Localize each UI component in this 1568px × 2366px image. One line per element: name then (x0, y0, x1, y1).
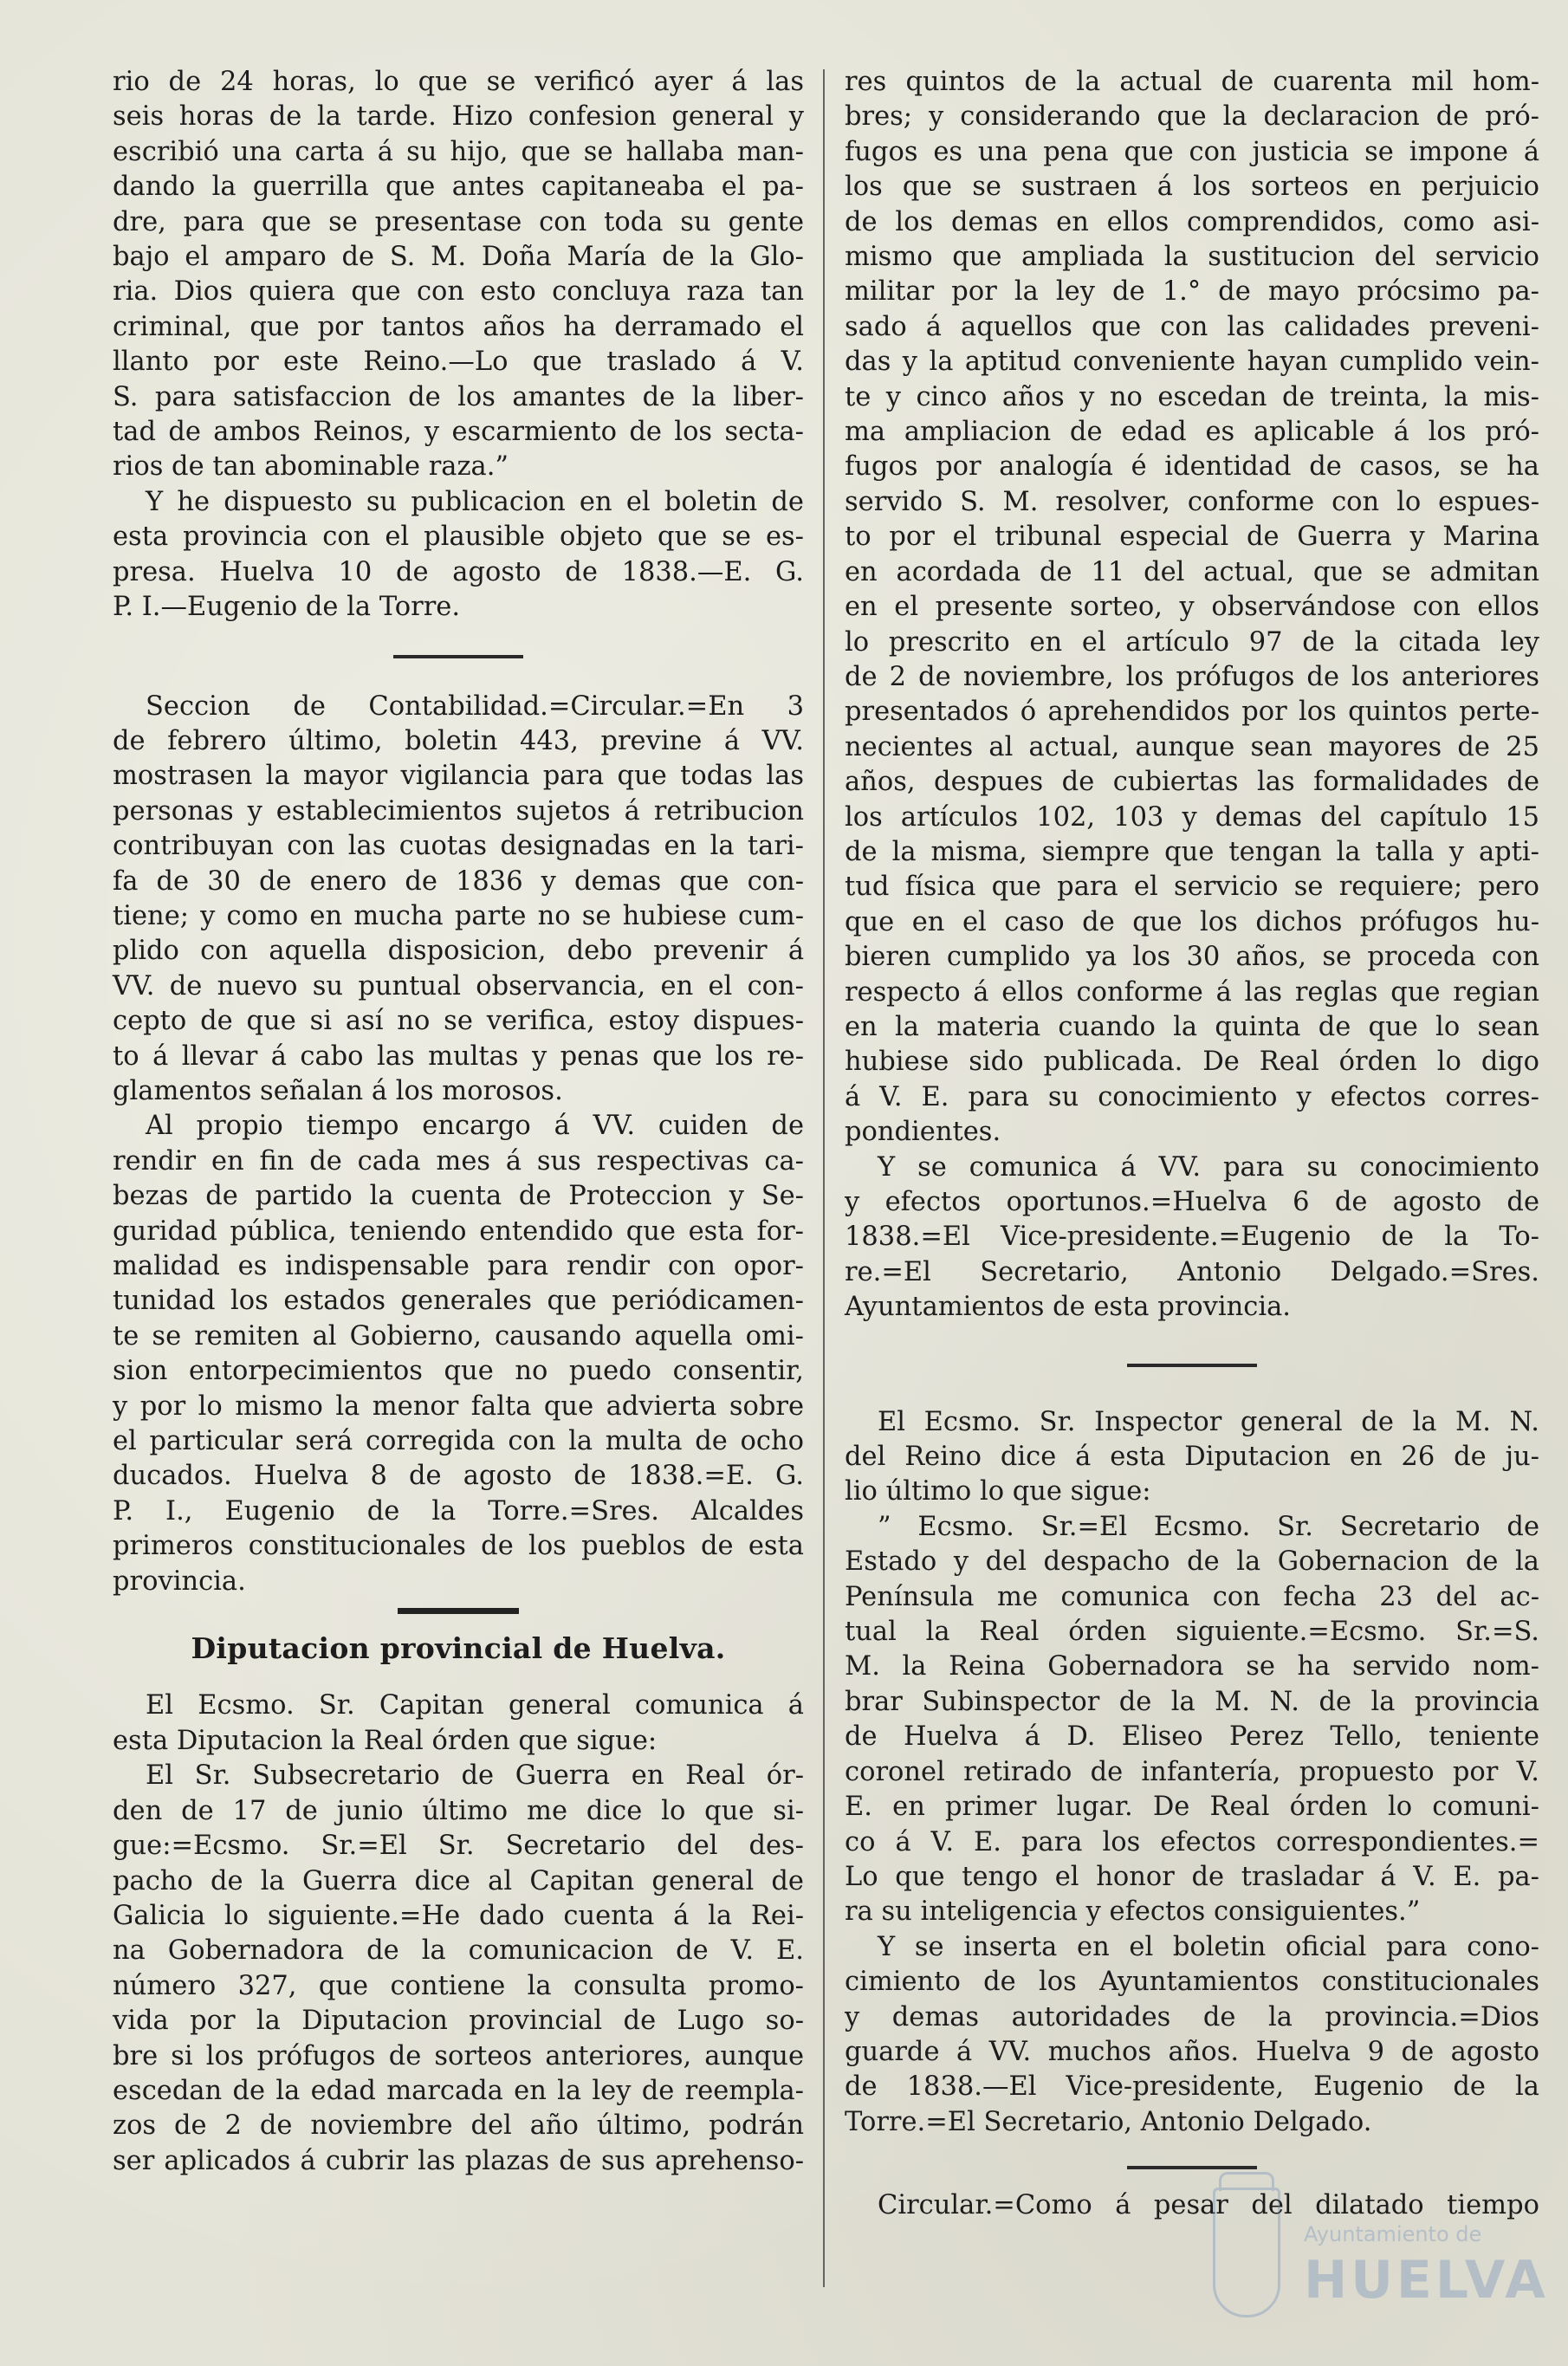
right-block-2-cont (845, 1185, 1539, 1326)
text-line: de la misma, siempre que tengan la talla y apti- (845, 836, 1539, 867)
text-line: y por lo mismo la menor falta que advierta sobre (113, 1390, 804, 1422)
text-line: Y se comunica á VV. para su conocimiento (878, 1151, 1539, 1183)
text-line: te y cinco años y no escedan de treinta, la mis- (845, 381, 1539, 412)
text-line: malidad es indispensable para rendir con opor- (113, 1251, 804, 1281)
text-line: de 2 de noviembre, los prófugos de los anteriores (845, 661, 1539, 692)
text-line: ma ampliacion de edad es aplicable á los pró- (845, 417, 1539, 448)
text-line: seis horas de la tarde. Hizo confesion general y (113, 101, 804, 133)
left-block-3-cont (113, 724, 804, 1109)
text-line: Estado y del despacho de la Gobernacion de la (845, 1546, 1539, 1578)
text-line: El Ecsmo. Sr. Inspector general de la M. N. (878, 1406, 1539, 1437)
right-block-5-cont (845, 1965, 1539, 2140)
text-line: El Sr. Subsecretario de Guerra en Real ór- (146, 1760, 804, 1792)
left-block-3 (113, 690, 804, 724)
text-line: respecto á ellos conforme á las reglas que regian (845, 976, 1539, 1008)
text-line: Seccion de Contabilidad.=Circular.=En 3 (146, 690, 804, 722)
text-line: rios de tan abominable raza.” (113, 451, 509, 483)
text-line: y efectos oportunos.=Huelva 6 de agosto de (845, 1187, 1539, 1217)
text-line: hubiese sido publicada. De Real órden lo digo (845, 1047, 1539, 1078)
text-line: Torre.=El Secretario, Antonio Delgado. (845, 2106, 1372, 2137)
text-line: dando la guerrilla que antes capitaneaba el pa- (113, 172, 804, 203)
text-line: años, despues de cubiertas las formalidades de (845, 767, 1539, 798)
text-line: Al propio tiempo encargo á VV. cuiden de (146, 1111, 804, 1142)
text-line: E. en primer lugar. De Real órden lo comuni- (845, 1792, 1539, 1823)
text-line: necientes al actual, aunque sean mayores de 25 (845, 731, 1539, 762)
text-line: cepto de que si así no se verifica, estoy dispues- (113, 1006, 804, 1037)
text-line: bajo el amparo de S. M. Doña María de la Glo- (113, 242, 804, 273)
text-line: glamentos señalan á los morosos. (113, 1075, 563, 1106)
right-block-3-cont (845, 1440, 1539, 1510)
text-line: El Ecsmo. Sr. Capitan general comunica á (146, 1690, 804, 1721)
text-line: los artículos 102, 103 y demas del capítulo 15 (845, 801, 1539, 833)
text-line: mostrasen la mayor vigilancia para que todas las (113, 761, 804, 792)
text-line: en el presente sorteo, y observándose con ellos (845, 592, 1539, 623)
text-line: número 327, que contiene la consulta promo- (113, 1970, 804, 2001)
left-block-6 (113, 1759, 804, 1793)
section-heading: Diputacion provincial de Huelva. (191, 1631, 726, 1666)
right-block-4 (845, 1510, 1539, 1545)
left-block-1 (113, 65, 804, 485)
text-line: 1838.=El Vice-presidente.=Eugenio de la To- (845, 1222, 1539, 1253)
text-line: den de 17 de junio último me dice lo que si- (113, 1795, 804, 1826)
text-line: esta provincia con el plausible objeto que se es- (113, 522, 804, 553)
text-line: tunidad los estados generales que periódicamen- (113, 1286, 804, 1317)
left-column (113, 65, 804, 2179)
text-line: tual la Real órden siguiente.=Ecsmo. Sr.=S. (845, 1617, 1539, 1648)
text-line: lio último lo que sigue: (845, 1476, 1151, 1507)
text-line: de febrero último, boletin 443, previne á VV. (113, 725, 804, 756)
text-line: que en el caso de que los dichos prófugos hu- (845, 906, 1539, 937)
text-line: plido con aquella disposicion, debo prevenir á (113, 936, 804, 967)
text-line: guridad pública, teniendo entendido que esta for- (113, 1215, 804, 1247)
text-line: del Reino dice á esta Diputacion en 26 de ju- (845, 1442, 1539, 1473)
text-line: esta Diputacion la Real órden que sigue: (113, 1725, 658, 1756)
text-line: res quintos de la actual de cuarenta mil hom- (845, 67, 1539, 97)
text-line: en acordada de 11 del actual, que se admitan (845, 556, 1539, 587)
text-line: mismo que ampliada la sustitucion del servicio (845, 242, 1539, 273)
text-line: Ayuntamientos de esta provincia. (845, 1292, 1292, 1323)
left-block-5-cont (113, 1724, 804, 1759)
column-divider (823, 69, 825, 2287)
text-line: escribió una carta á su hijo, que se hallaba man- (113, 136, 804, 167)
text-line: fugos es una pena que con justicia se impone á (845, 136, 1539, 167)
text-line: fugos por analogía é identidad de casos, se ha (845, 451, 1539, 483)
left-block-4 (113, 1109, 804, 1144)
text-line: de 1838.—El Vice-presidente, Eugenio de la (845, 2071, 1539, 2103)
text-line: ” Ecsmo. Sr.=El Ecsmo. Sr. Secretario de (878, 1511, 1539, 1542)
text-line: ra su inteligencia y efectos consiguientes.” (845, 1896, 1421, 1928)
text-line: Península me comunica con fecha 23 del ac- (845, 1581, 1539, 1612)
text-line: VV. de nuevo su puntual observancia, en el con- (113, 970, 804, 1001)
left-block-5 (113, 1689, 804, 1723)
text-line: Y se inserta en el boletin oficial para cono- (878, 1931, 1539, 1962)
right-block-5 (845, 1930, 1539, 1965)
text-line: pondientes. (845, 1117, 1001, 1148)
text-line: cimiento de los Ayuntamientos constitucionales (845, 1967, 1539, 1998)
text-line: guarde á VV. muchos años. Huelva 9 de agosto (845, 2036, 1539, 2067)
text-line: na Gobernadora de la comunicacion de V. E. (113, 1935, 804, 1967)
left-block-4-cont (113, 1144, 804, 1599)
text-line: ducados. Huelva 8 de agosto de 1838.=E. G. (113, 1461, 804, 1492)
text-line: provincia. (113, 1565, 246, 1597)
section-separator (1127, 2166, 1257, 2169)
text-line: llanto por este Reino.—Lo que traslado á V. (113, 347, 804, 378)
watermark-title: HUELVA (1304, 2250, 1549, 2311)
text-line: servido S. M. resolver, conforme con lo espues- (845, 486, 1539, 517)
text-line: das y la aptitud conveniente hayan cumplido vein- (845, 347, 1539, 378)
text-line: lo prescrito en el artículo 97 de la citada ley (845, 626, 1539, 658)
text-line: sion entorpecimientos que no puedo consentir, (113, 1356, 804, 1387)
text-line: Galicia lo siguiente.=He dado cuenta á la Rei- (113, 1900, 804, 1931)
text-line: gue:=Ecsmo. Sr.=El Sr. Secretario del des- (113, 1831, 804, 1862)
left-block-6-cont (113, 1794, 804, 2179)
right-block-2 (845, 1151, 1539, 1185)
text-line: te se remiten al Gobierno, causando aquella omi- (113, 1320, 804, 1352)
text-line: los que se sustraen á los sorteos en perjuicio (845, 172, 1539, 203)
text-line: rendir en fin de cada mes á sus respectivas ca- (113, 1145, 804, 1177)
text-line: bieren cumplido ya los 30 años, se proceda con (845, 942, 1539, 973)
right-block-3 (845, 1405, 1539, 1440)
text-line: bezas de partido la cuenta de Proteccion y Se- (113, 1181, 804, 1212)
text-line: ria. Dios quiera que con esto concluya raza tan (113, 276, 804, 308)
text-line: en la materia cuando la quinta de que lo sean (845, 1011, 1539, 1042)
section-separator (393, 655, 523, 658)
text-line: militar por la ley de 1.° de mayo prócsimo pa- (845, 276, 1539, 308)
text-line: de los demas en ellos comprendidos, como asi- (845, 206, 1539, 237)
text-line: M. la Reina Gobernadora se ha servido nom- (845, 1651, 1539, 1682)
right-block-1 (845, 65, 1539, 1151)
text-line: á V. E. para su conocimiento y efectos corres- (845, 1081, 1539, 1112)
right-column (845, 65, 1539, 2224)
watermark-subtitle: Ayuntamiento de (1304, 2222, 1482, 2246)
text-line: tad de ambos Reinos, y escarmiento de los secta- (113, 417, 804, 448)
text-line: tud física que para el servicio se requiere; pero (845, 872, 1539, 903)
text-line: fa de 30 de enero de 1836 y demas que con- (113, 865, 804, 897)
left-block-2-cont (113, 520, 804, 625)
section-separator (1127, 1364, 1257, 1367)
text-line: rio de 24 horas, lo que se verificó ayer á las (113, 67, 804, 97)
text-line: S. para satisfaccion de los amantes de la liber- (113, 381, 804, 412)
text-line: bres; y considerando que la declaracion de pró- (845, 101, 1539, 133)
text-line: tiene; y como en mucha parte no se hubiese cum- (113, 900, 804, 931)
text-line: pacho de la Guerra dice al Capitan general de (113, 1865, 804, 1896)
text-line: criminal, que por tantos años ha derramado el (113, 311, 804, 342)
text-line: dre, para que se presentase con toda su gente (113, 206, 804, 237)
text-line: re.=El Secretario, Antonio Delgado.=Sres. (845, 1256, 1539, 1287)
text-line: Y he dispuesto su publicacion en el boletin de (146, 486, 804, 517)
text-line: personas y establecimientos sujetos á retribucion (113, 795, 804, 826)
text-line: co á V. E. para los efectos correspondientes.= (845, 1826, 1539, 1857)
text-line: brar Subinspector de la M. N. de la provincia (845, 1686, 1539, 1717)
text-line: Lo que tengo el honor de trasladar á V. E. pa- (845, 1861, 1539, 1892)
text-line: y demas autoridades de la provincia.=Dios (845, 2001, 1539, 2032)
left-block-2 (113, 485, 804, 520)
text-line: de Huelva á D. Eliseo Perez Tello, teniente (845, 1721, 1539, 1753)
text-line: presa. Huelva 10 de agosto de 1838.—E. G. (113, 556, 804, 587)
text-line: Circular.=Como á pesar del dilatado tiempo (878, 2190, 1539, 2221)
text-line: P. I., Eugenio de la Torre.=Sres. Alcaldes (113, 1495, 804, 1527)
text-line: P. I.—Eugenio de la Torre. (113, 592, 461, 623)
text-line: escedan de la edad marcada en la ley de reempla- (113, 2075, 804, 2106)
text-line: el particular será corregida con la multa de ocho (113, 1426, 804, 1457)
text-line: primeros constitucionales de los pueblos de esta (113, 1531, 804, 1562)
text-line: sado á aquellos que con las calidades preveni- (845, 311, 1539, 342)
heading-rule (398, 1608, 519, 1614)
right-block-4-cont (845, 1545, 1539, 1929)
text-line: presentados ó aprehendidos por los quintos perte- (845, 697, 1539, 728)
text-line: to á llevar á cabo las multas y penas que los re- (113, 1040, 804, 1072)
text-line: coronel retirado de infantería, propuesto por V. (845, 1756, 1539, 1787)
text-line: contribuyan con las cuotas designadas en la tari- (113, 831, 804, 862)
text-line: to por el tribunal especial de Guerra y Marina (845, 522, 1539, 553)
shield-icon (1213, 2188, 1280, 2317)
text-line: zos de 2 de noviembre del año último, podrán (113, 2110, 804, 2142)
text-line: ser aplicados á cubrir las plazas de sus aprehenso- (113, 2145, 804, 2176)
text-line: vida por la Diputacion provincial de Lugo so- (113, 2006, 804, 2037)
text-line: bre si los prófugos de sorteos anteriores, aunque (113, 2040, 804, 2071)
